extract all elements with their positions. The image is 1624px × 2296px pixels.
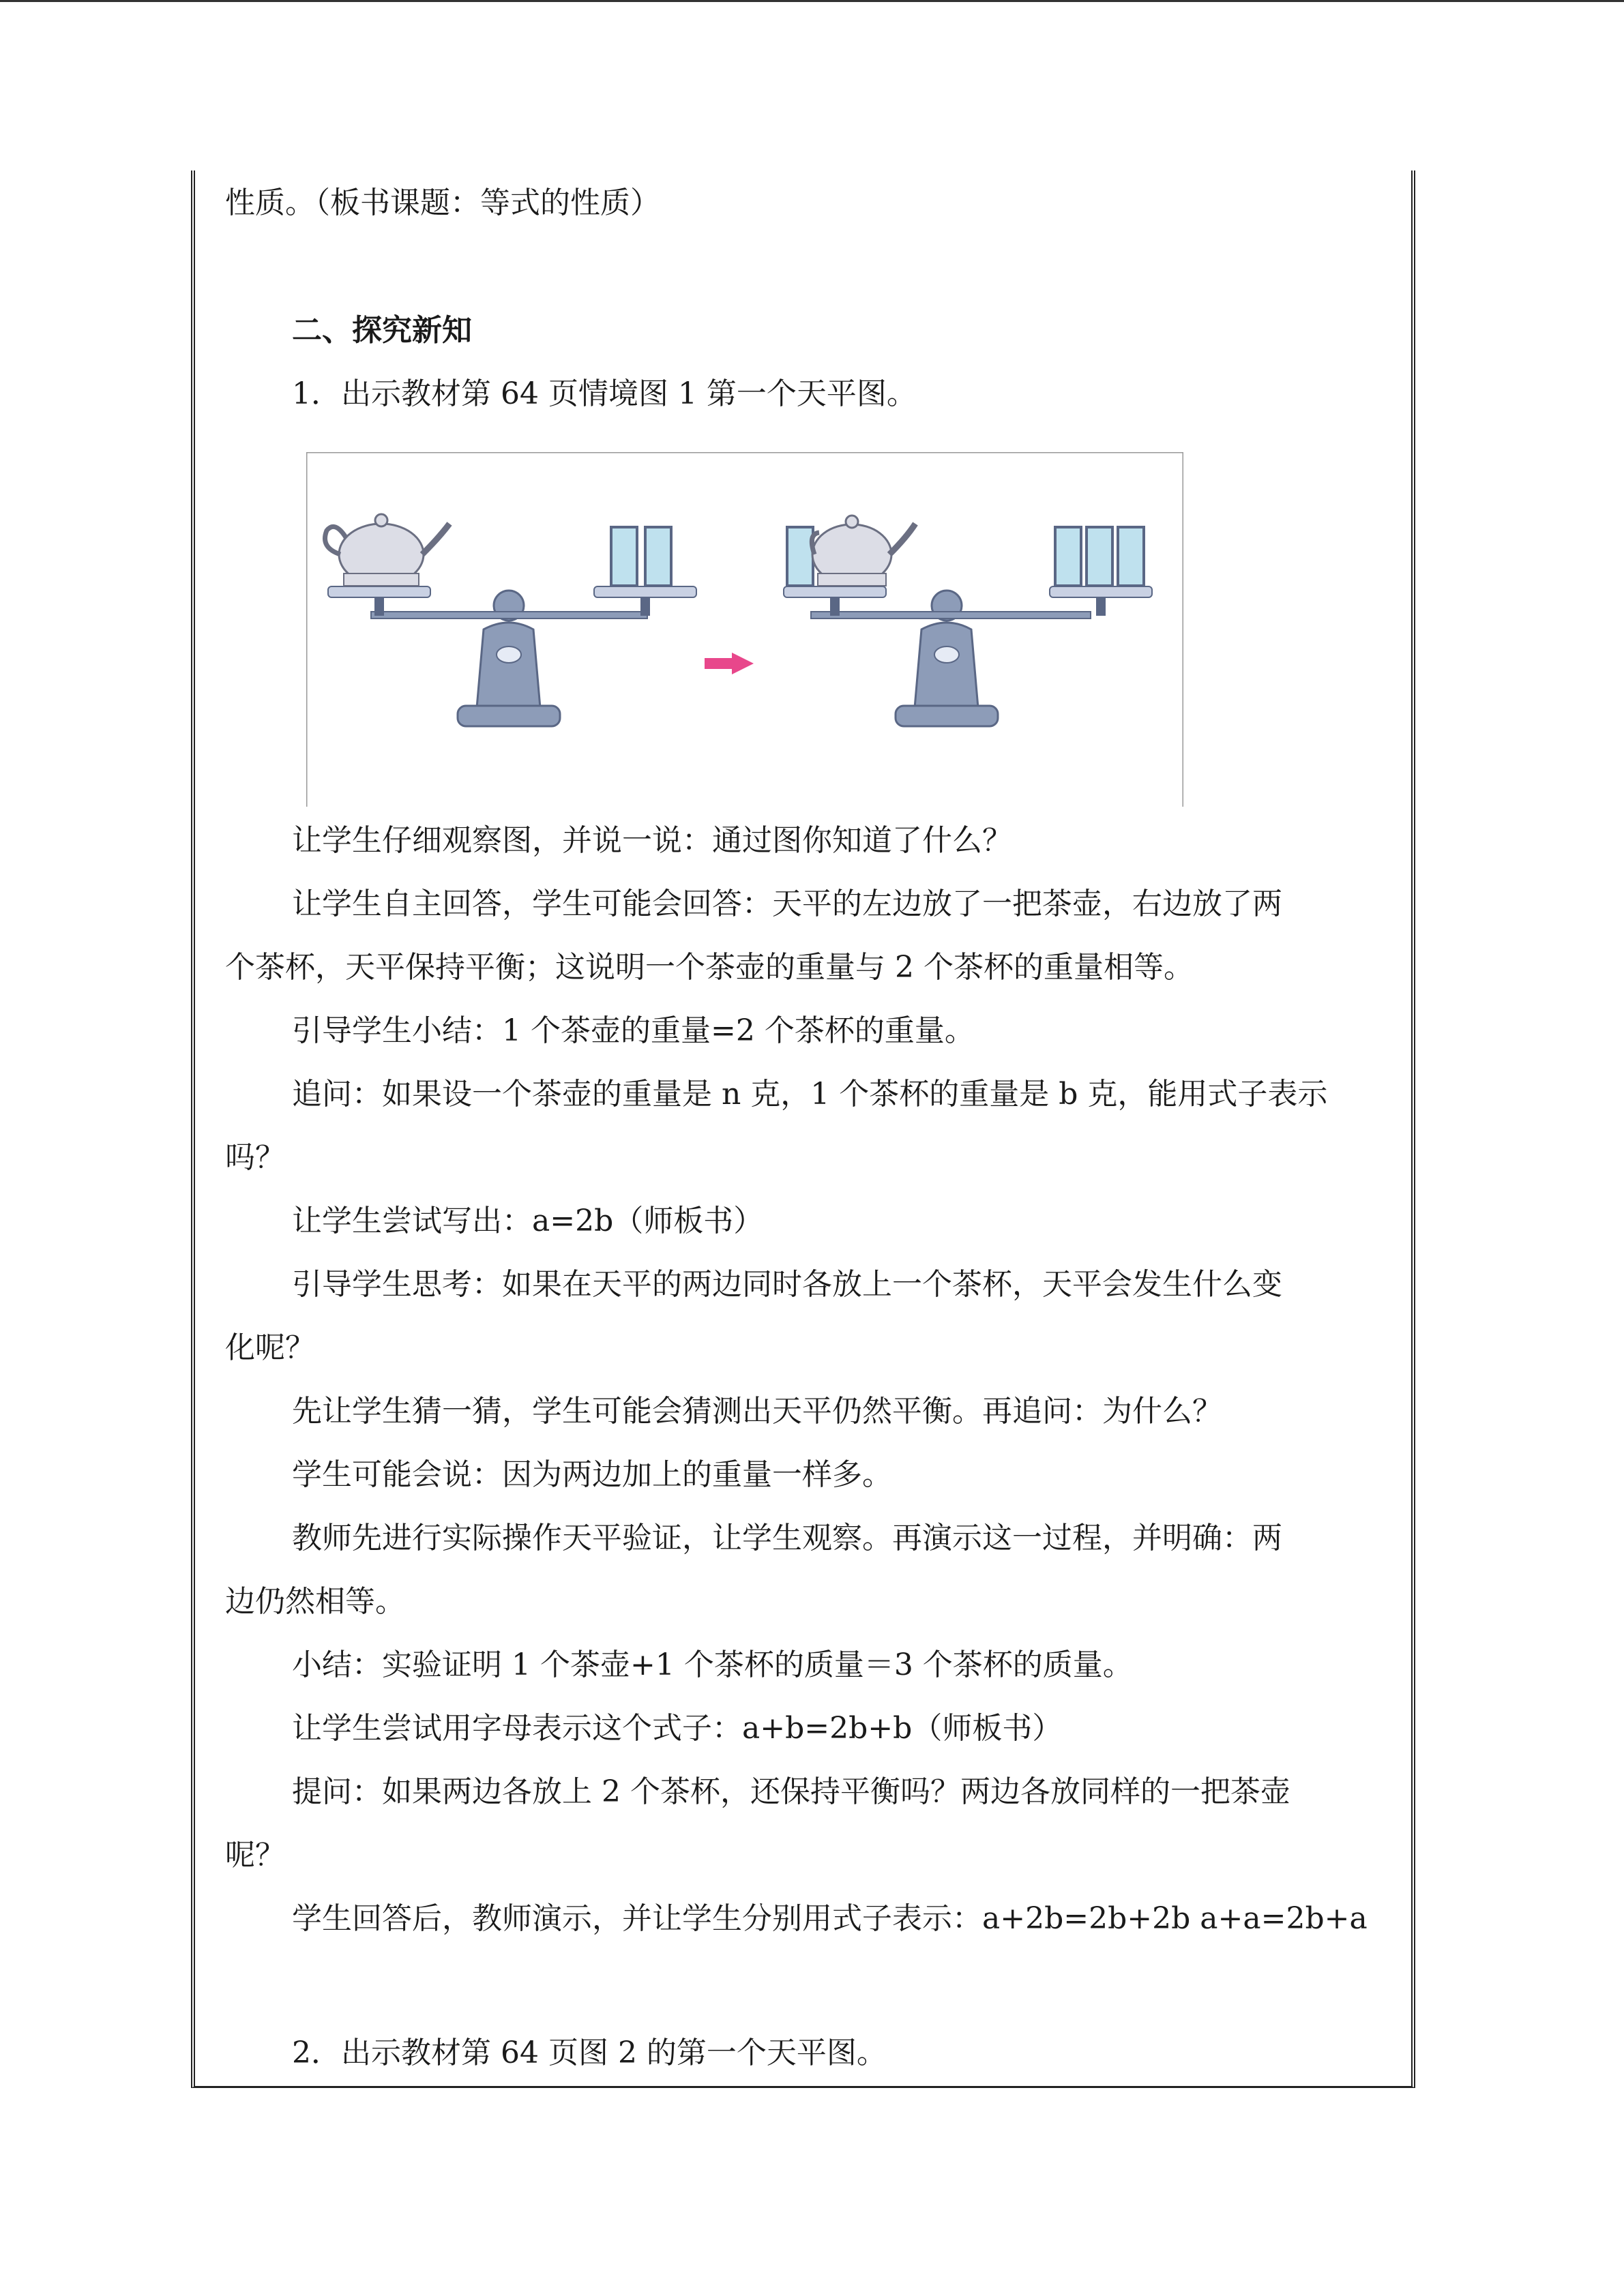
paragraph: 提问：如果两边各放上 2 个茶杯，还保持平衡吗？两边各放同样的一把茶壶	[292, 1774, 1290, 1809]
paragraph: 先让学生猜一猜，学生可能会猜测出天平仍然平衡。再追问：为什么？	[292, 1394, 1222, 1429]
step-heading: 2．出示教材第 64 页图 2 的第一个天平图。	[292, 2036, 887, 2070]
balance-scale-figure	[306, 452, 1183, 807]
text-line: 性质。（板书课题：等式的性质）	[225, 185, 660, 220]
paragraph-cont: 呢？	[225, 1838, 285, 1873]
paragraph-cont: 边仍然相等。	[225, 1584, 405, 1619]
cup-icon	[1087, 527, 1112, 586]
paragraph-cont: 化呢？	[225, 1330, 315, 1365]
paragraph: 小结：实验证明 1 个茶壶+1 个茶杯的质量＝3 个茶杯的质量。	[292, 1648, 1133, 1682]
paragraph: 让学生尝试用字母表示这个式子：a+b=2b+b（师板书）	[292, 1711, 1063, 1746]
paragraph: 让学生仔细观察图，并说一说：通过图你知道了什么？	[292, 823, 1012, 858]
page-top-rule	[0, 0, 1624, 2]
right-arrow-icon	[705, 653, 754, 674]
paragraph: 引导学生思考：如果在天平的两边同时各放上一个茶杯，天平会发生什么变	[292, 1267, 1282, 1302]
teapot-icon	[325, 514, 450, 586]
cup-icon	[611, 527, 637, 586]
paragraph-cont: 个茶杯，天平保持平衡；这说明一个茶壶的重量与 2 个茶杯的重量相等。	[225, 950, 1194, 985]
paragraph: 追问：如果设一个茶壶的重量是 n 克，1 个茶杯的重量是 b 克，能用式子表示	[292, 1077, 1328, 1112]
cup-icon	[645, 527, 671, 586]
cup-icon	[1055, 527, 1081, 586]
paragraph: 学生可能会说：因为两边加上的重量一样多。	[292, 1457, 892, 1492]
teapot-icon	[812, 516, 915, 586]
right-balance-scale	[784, 516, 1152, 726]
paragraph: 让学生尝试写出：a=2b（师板书）	[292, 1204, 764, 1238]
section-heading: 二、探究新知	[292, 313, 472, 348]
paragraph: 学生回答后，教师演示，并让学生分别用式子表示：a+2b=2b+2b a+a=2b+a	[292, 1901, 1368, 1936]
paragraph: 教师先进行实际操作天平验证，让学生观察。再演示这一过程，并明确：两	[292, 1521, 1282, 1555]
paragraph: 让学生自主回答，学生可能会回答：天平的左边放了一把茶壶，右边放了两	[292, 886, 1282, 921]
left-balance-scale	[325, 514, 697, 726]
cup-icon	[787, 527, 813, 586]
paragraph-cont: 吗？	[225, 1140, 285, 1175]
paragraph: 引导学生小结：1 个茶壶的重量=2 个茶杯的重量。	[292, 1013, 975, 1048]
cup-icon	[1118, 527, 1144, 586]
step-heading: 1．出示教材第 64 页情境图 1 第一个天平图。	[292, 376, 917, 411]
